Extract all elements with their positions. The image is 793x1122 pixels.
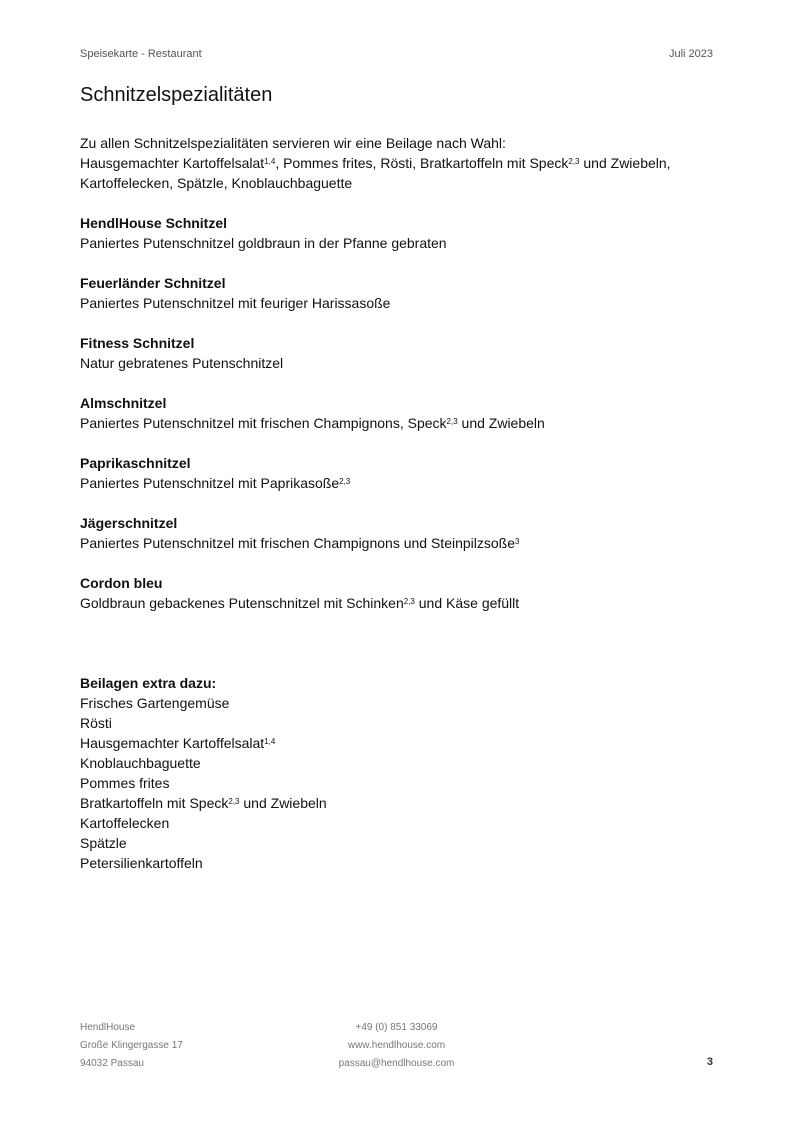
- page-title: Schnitzelspezialitäten: [80, 84, 273, 106]
- allergen-footnote: 3: [515, 537, 520, 546]
- header-document-title: Speisekarte - Restaurant: [80, 48, 202, 60]
- side-dish-item: [80, 733, 720, 753]
- allergen-footnote: 1,4: [264, 157, 276, 166]
- dish-description-text: Paniertes Putenschnitzel mit frischen Champignons, Speck: [80, 415, 447, 431]
- side-dish-item: Frisches Gartengemüse: [80, 695, 230, 711]
- dish-name: Fitness Schnitzel: [80, 335, 195, 351]
- dish-item: [80, 453, 720, 493]
- intro-line-2: [80, 153, 720, 173]
- dish-list: [80, 213, 720, 633]
- allergen-footnote: 2,3: [446, 417, 458, 426]
- side-dish-item: Spätzle: [80, 835, 127, 851]
- dish-description: Natur gebratenes Putenschnitzel: [80, 355, 284, 371]
- dish-description: [80, 413, 720, 433]
- footer-phone: +49 (0) 851 33069: [355, 1022, 438, 1033]
- footer-website: www.hendlhouse.com: [347, 1040, 446, 1051]
- footer-address: [80, 1019, 183, 1073]
- dish-description-text-after: und Zwiebeln: [457, 415, 545, 431]
- intro-line-2-part-a: Hausgemachter Kartoffelsalat: [80, 155, 265, 171]
- side-dishes-section: [80, 673, 720, 873]
- intro-text: [80, 133, 720, 193]
- dish-description: [80, 533, 720, 553]
- dish-description: Paniertes Putenschnitzel goldbraun in der Pfanne gebraten: [80, 235, 447, 251]
- footer-contact: [300, 1019, 493, 1073]
- dish-name: Almschnitzel: [80, 395, 167, 411]
- side-dish-text: Hausgemachter Kartoffelsalat: [80, 735, 265, 751]
- dish-description-text: Goldbraun gebackenes Putenschnitzel mit Schinken: [80, 595, 404, 611]
- footer-street: Große Klingergasse 17: [80, 1040, 183, 1051]
- dish-description-text: Paniertes Putenschnitzel mit frischen Champignons und Steinpilzsoße: [80, 535, 516, 551]
- dish-item: [80, 273, 720, 313]
- dish-description-text: Paniertes Putenschnitzel mit Paprikasoße: [80, 475, 340, 491]
- side-dish-item: Rösti: [80, 715, 112, 731]
- dish-item: [80, 333, 720, 373]
- dish-name: Cordon bleu: [80, 575, 163, 591]
- side-dish-item: Petersilienkartoffeln: [80, 855, 203, 871]
- intro-line-1: Zu allen Schnitzelspezialitäten servieren wir eine Beilage nach Wahl:: [80, 135, 506, 151]
- dish-description-text-after: und Käse gefüllt: [414, 595, 520, 611]
- footer-restaurant-name: HendlHouse: [80, 1022, 136, 1033]
- dish-name: Jägerschnitzel: [80, 515, 178, 531]
- side-dish-item: Pommes frites: [80, 775, 170, 791]
- side-dishes-list: [80, 693, 720, 873]
- side-dishes-title: Beilagen extra dazu:: [80, 675, 217, 691]
- side-dish-text-after: und Zwiebeln: [239, 795, 327, 811]
- dish-name: HendlHouse Schnitzel: [80, 215, 228, 231]
- allergen-footnote: 2,3: [339, 477, 351, 486]
- allergen-footnote: 2,3: [228, 797, 240, 806]
- dish-item: [80, 393, 720, 433]
- intro-line-3: Kartoffelecken, Spätzle, Knoblauchbaguette: [80, 175, 353, 191]
- dish-name: Paprikaschnitzel: [80, 455, 191, 471]
- dish-description: [80, 473, 720, 493]
- dish-item: [80, 513, 720, 553]
- dish-item: [80, 213, 720, 253]
- intro-line-2-part-b: , Pommes frites, Rösti, Bratkartoffeln mit Speck: [275, 155, 569, 171]
- dish-item: [80, 573, 720, 613]
- allergen-footnote: 1,4: [264, 737, 276, 746]
- dish-name: Feuerländer Schnitzel: [80, 275, 226, 291]
- footer-email: passau@hendlhouse.com: [338, 1058, 455, 1069]
- intro-line-2-part-c: und Zwiebeln,: [579, 155, 671, 171]
- side-dish-item: Kartoffelecken: [80, 815, 170, 831]
- dish-description: [80, 593, 720, 613]
- allergen-footnote: 2,3: [568, 157, 580, 166]
- allergen-footnote: 2,3: [403, 597, 415, 606]
- side-dish-item: Knoblauchbaguette: [80, 755, 201, 771]
- header-date: Juli 2023: [668, 48, 713, 60]
- dish-description: Paniertes Putenschnitzel mit feuriger Harissasoße: [80, 295, 391, 311]
- page-number: 3: [706, 1056, 713, 1068]
- footer-city: 94032 Passau: [80, 1058, 144, 1069]
- side-dish-text: Bratkartoffeln mit Speck: [80, 795, 229, 811]
- side-dish-item: [80, 793, 720, 813]
